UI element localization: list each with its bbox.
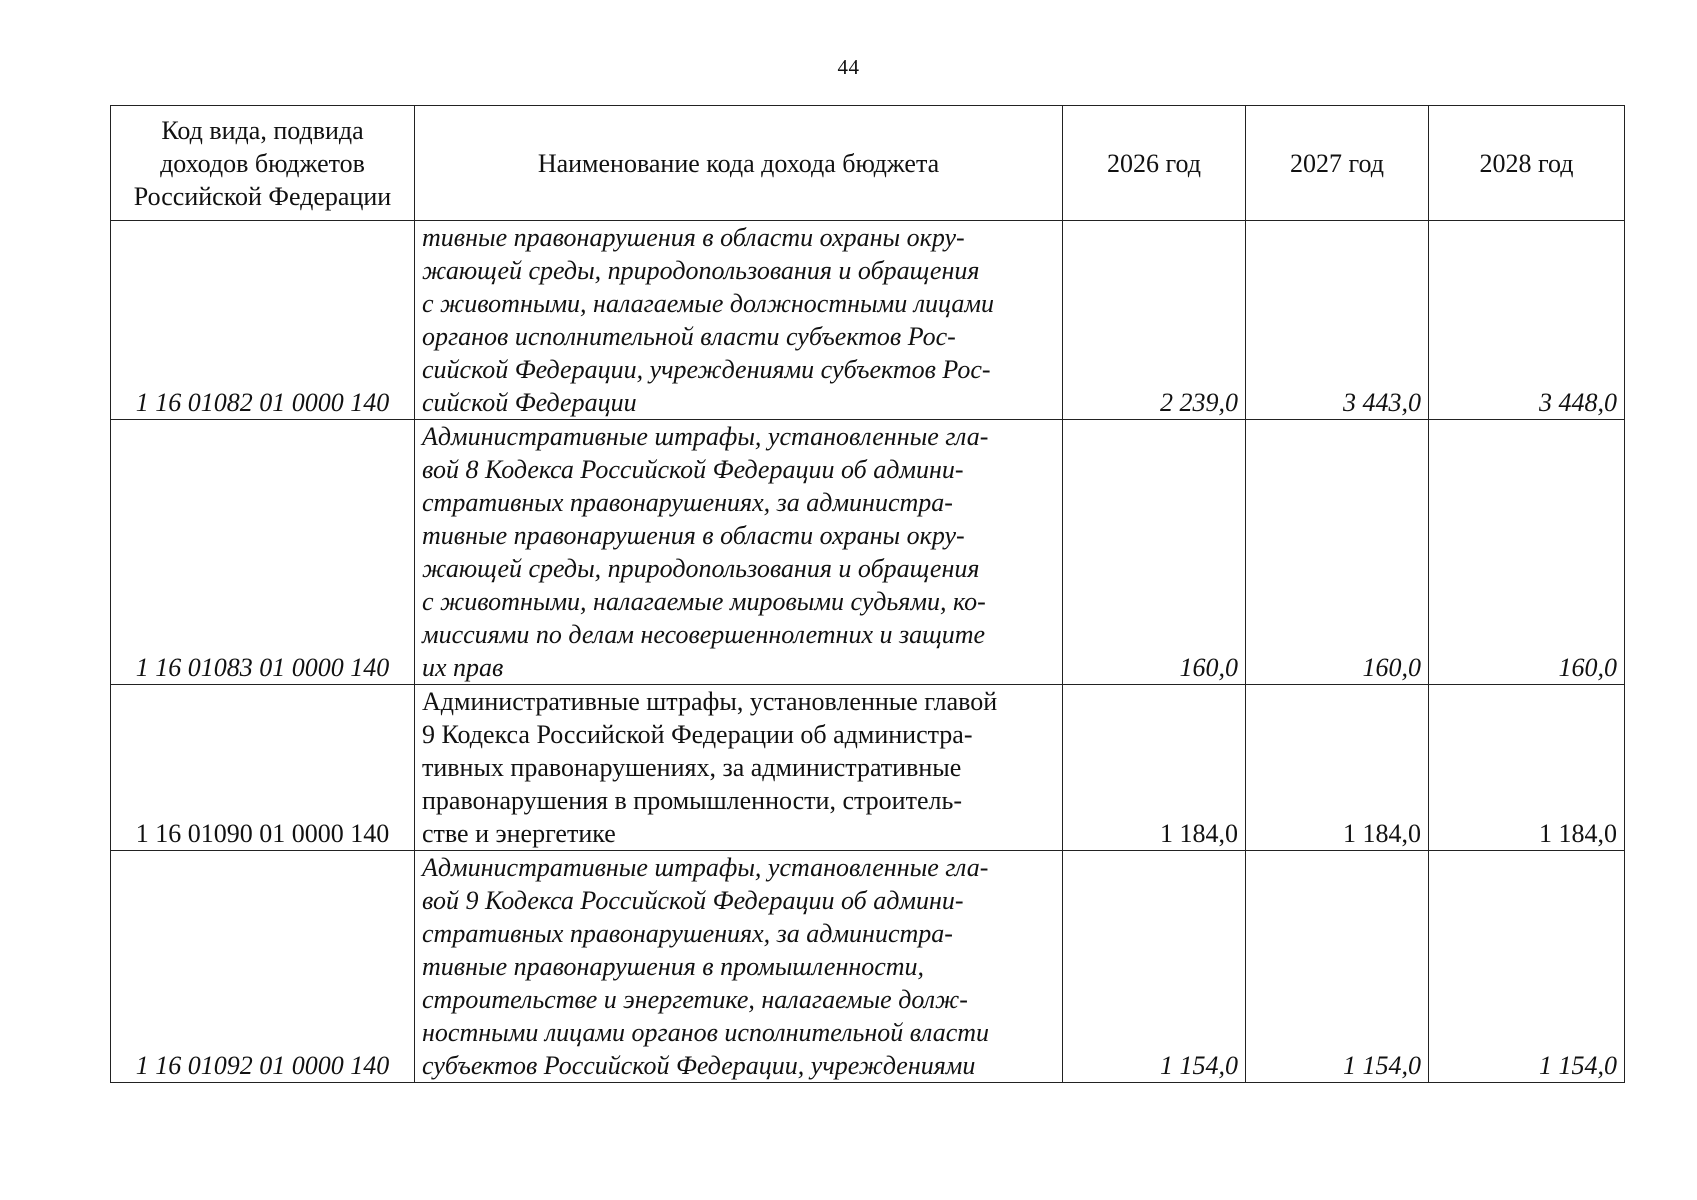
income-name-line: стве и энергетике [422,819,616,848]
income-name-line: правонарушения в промышленности, строитель- [422,786,962,815]
income-name-line: строительстве и энергетике, налагаемые долж- [422,985,968,1014]
income-name-cell [415,851,1063,1083]
income-name-line: тивных правонарушениях, за административные [422,753,962,782]
income-code-cell: 1 16 01090 01 0000 140 [111,685,415,851]
value-2026-cell: 160,0 [1063,420,1246,685]
income-name-cell [415,420,1063,685]
value-2027-cell: 3 443,0 [1246,221,1429,420]
header-code-line: Код вида, подвида [161,115,364,145]
income-name-line: ностными лицами органов исполнительной власти [422,1018,990,1047]
income-name-line: жающей среды, природопользования и обращения [422,256,980,285]
header-name: Наименование кода дохода бюджета [415,106,1063,221]
income-name-line: жающей среды, природопользования и обращения [422,554,980,583]
income-code-cell: 1 16 01083 01 0000 140 [111,420,415,685]
income-name-line: вой 8 Кодекса Российской Федерации об админи- [422,455,964,484]
income-name-line: тивные правонарушения в промышленности, [422,952,925,981]
income-name-line: субъектов Российской Федерации, учреждениями [422,1051,976,1080]
income-name-line: Административные штрафы, установленные гла- [422,422,989,451]
value-2026-cell: 1 184,0 [1063,685,1246,851]
header-year-2028: 2028 год [1429,106,1625,221]
header-code-line: Российской Федерации [133,181,392,211]
income-name-line: сийской Федерации [422,388,637,417]
income-name-line: с животными, налагаемые должностными лицами [422,289,994,318]
budget-income-table [110,105,1625,1083]
header-code [111,106,415,221]
income-code-cell: 1 16 01082 01 0000 140 [111,221,415,420]
income-name-line: вой 9 Кодекса Российской Федерации об админи- [422,886,964,915]
income-name-line: сийской Федерации, учреждениями субъектов Рос- [422,355,991,384]
income-name-line: 9 Кодекса Российской Федерации об администра- [422,720,973,749]
value-2028-cell: 1 154,0 [1429,851,1625,1083]
table-row [111,685,1625,851]
income-name-line: их прав [422,653,504,682]
table-header-row [111,106,1625,221]
header-year-2026: 2026 год [1063,106,1246,221]
income-name-line: тивные правонарушения в области охраны окру- [422,521,965,550]
table-row [111,221,1625,420]
income-name-cell [415,685,1063,851]
income-name-cell [415,221,1063,420]
value-2028-cell: 160,0 [1429,420,1625,685]
income-name-line: с животными, налагаемые мировыми судьями, ко- [422,587,986,616]
income-name-line: миссиями по делам несовершеннолетних и защите [422,620,986,649]
value-2028-cell: 1 184,0 [1429,685,1625,851]
header-year-2027: 2027 год [1246,106,1429,221]
income-name-line: органов исполнительной власти субъектов Рос- [422,322,956,351]
value-2027-cell: 1 184,0 [1246,685,1429,851]
income-name-line: тивные правонарушения в области охраны окру- [422,223,965,252]
page-number: 44 [837,55,860,79]
income-name-line: Административные штрафы, установленные гла- [422,853,989,882]
value-2026-cell: 1 154,0 [1063,851,1246,1083]
table-row [111,851,1625,1083]
value-2028-cell: 3 448,0 [1429,221,1625,420]
table-row [111,420,1625,685]
income-name-line: стративных правонарушениях, за администра- [422,488,953,517]
value-2027-cell: 1 154,0 [1246,851,1429,1083]
value-2026-cell: 2 239,0 [1063,221,1246,420]
table-body [111,221,1625,1083]
header-code-line: доходов бюджетов [160,148,365,178]
income-name-line: стративных правонарушениях, за администра- [422,919,953,948]
income-code-cell: 1 16 01092 01 0000 140 [111,851,415,1083]
income-name-line: Административные штрафы, установленные главой [422,687,998,716]
value-2027-cell: 160,0 [1246,420,1429,685]
